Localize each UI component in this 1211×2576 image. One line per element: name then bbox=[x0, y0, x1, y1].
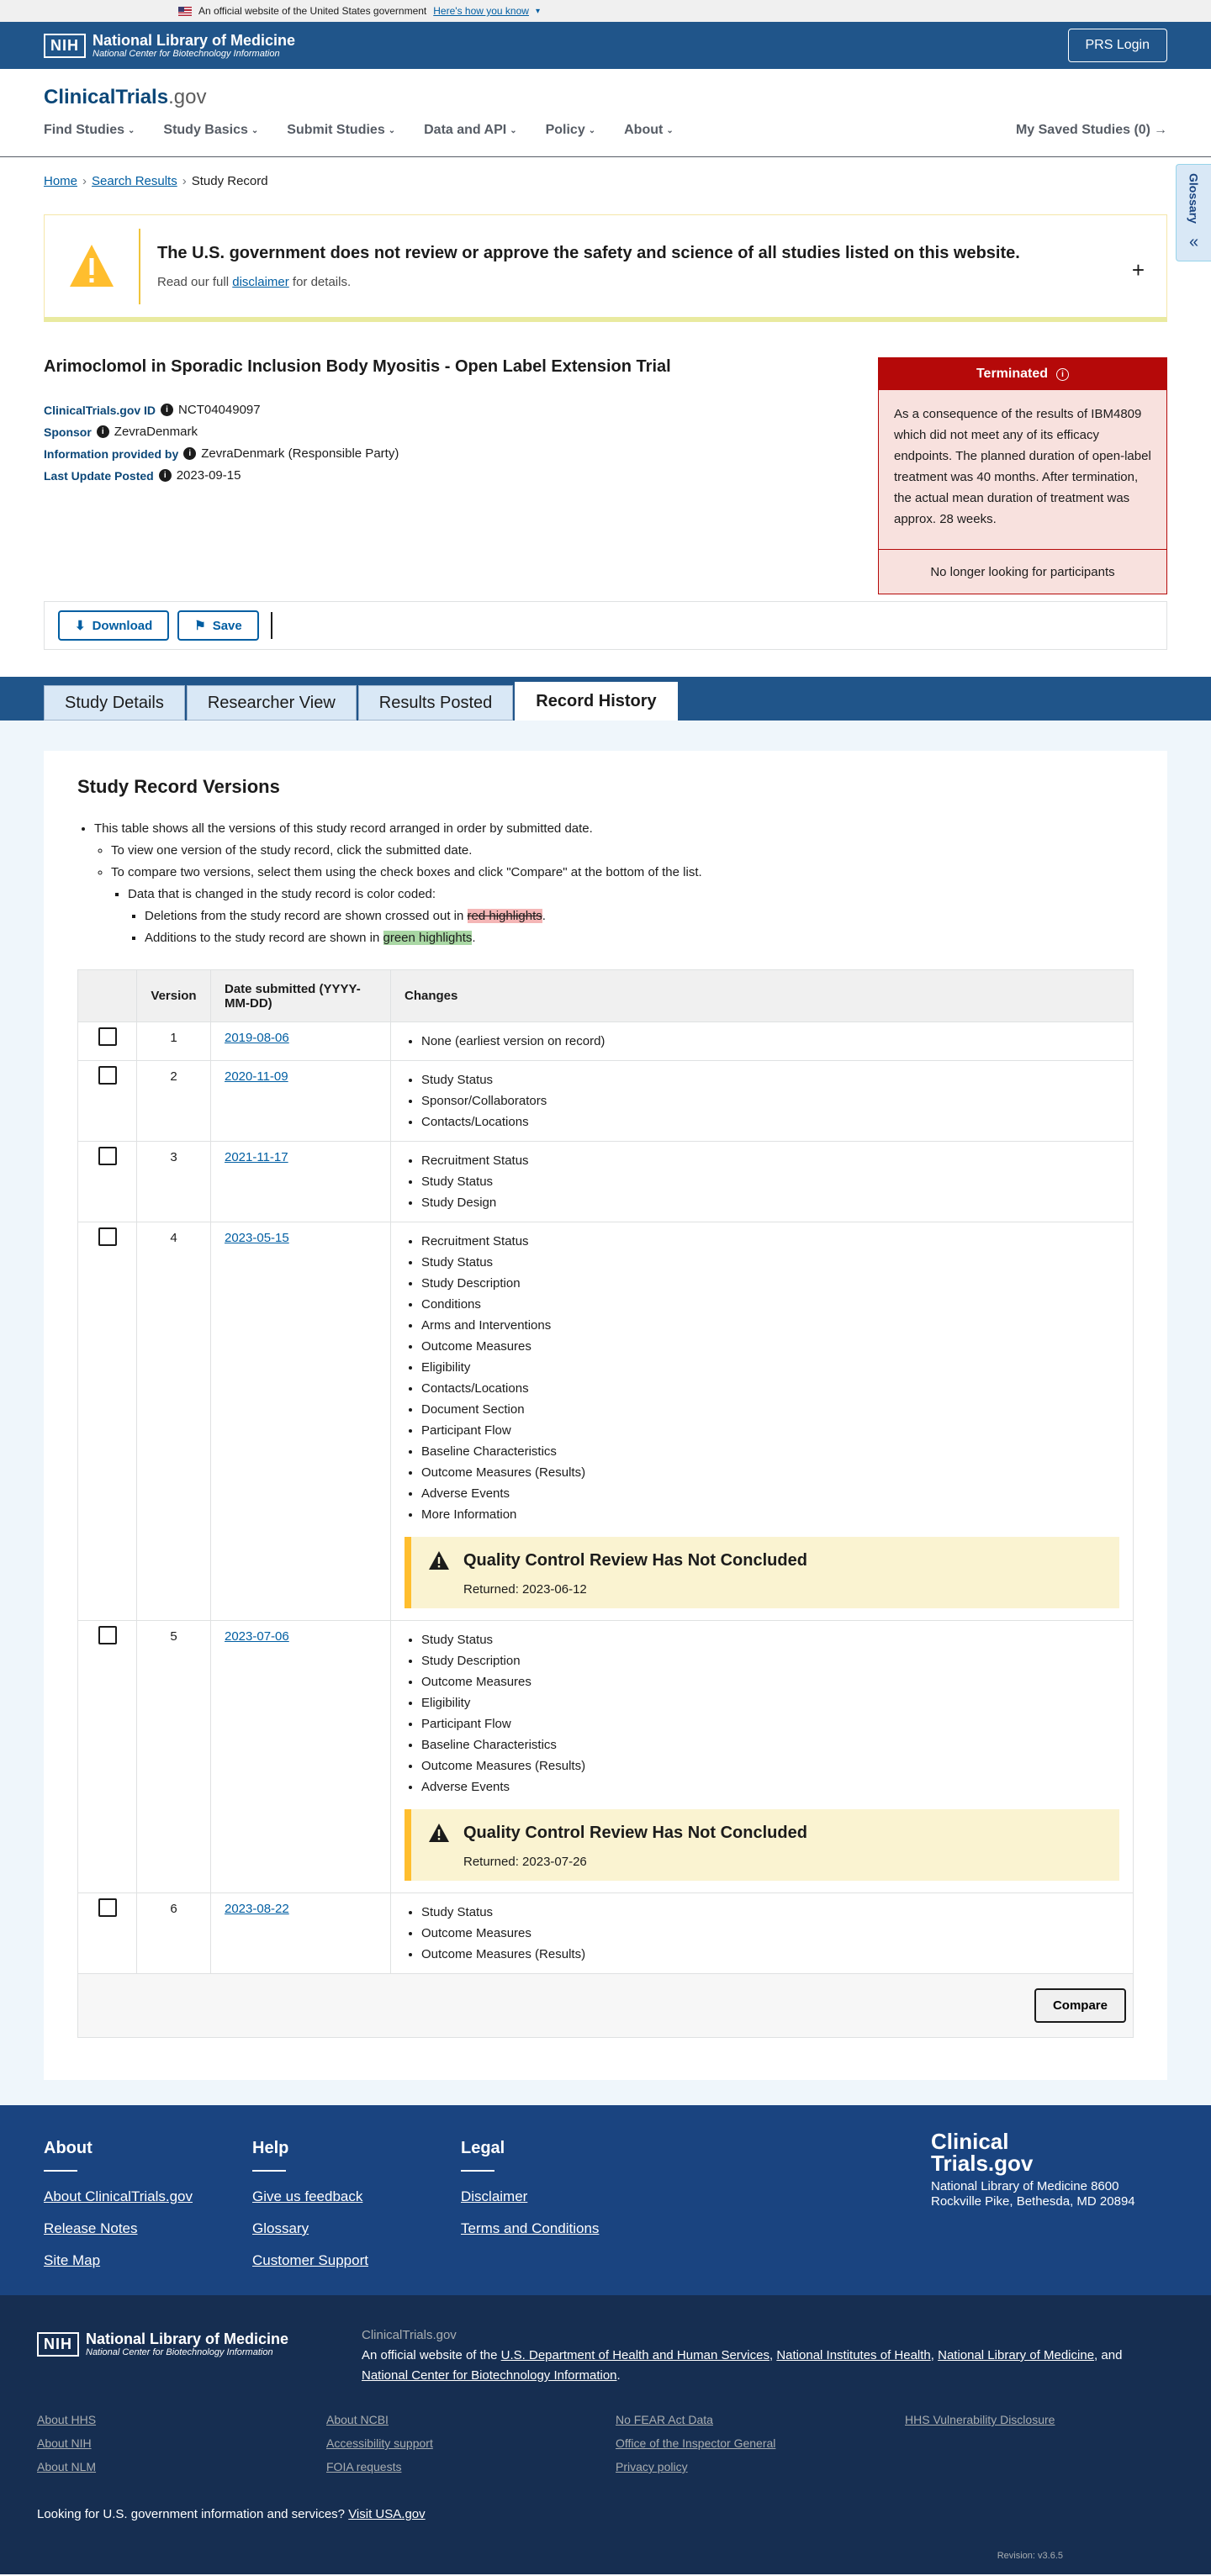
change-item: • Participant Flow bbox=[421, 1713, 1119, 1734]
nlm-logo[interactable] bbox=[44, 32, 295, 59]
col-date: Date submitted (YYYY-MM-DD) bbox=[211, 970, 391, 1022]
download-icon: ⬇ bbox=[75, 619, 86, 633]
chevron-right-icon: › bbox=[82, 173, 87, 188]
version-number: 3 bbox=[137, 1142, 211, 1222]
warning-icon bbox=[428, 1823, 450, 1843]
change-item: • Recruitment Status bbox=[421, 1231, 1119, 1252]
qc-title: Quality Control Review Has Not Concluded bbox=[463, 1823, 807, 1842]
versions-card bbox=[44, 751, 1167, 2080]
version-number: 2 bbox=[137, 1061, 211, 1142]
link-about-nlm[interactable]: About NLM bbox=[37, 2460, 97, 2473]
table-row bbox=[78, 1022, 1134, 1061]
change-item: • Arms and Interventions bbox=[421, 1315, 1119, 1336]
nih-bar bbox=[0, 22, 1211, 69]
info-icon[interactable]: i bbox=[1056, 368, 1069, 381]
footer-address: National Library of Medicine 8600 Rockville Pike, Bethesda, MD 20894 bbox=[931, 2179, 1135, 2209]
version-number: 1 bbox=[137, 1022, 211, 1061]
version-date-link[interactable]: 2021-11-17 bbox=[225, 1150, 288, 1164]
table-row bbox=[78, 1621, 1134, 1893]
breadcrumb-current: Study Record bbox=[191, 173, 268, 188]
nlm-link[interactable]: National Library of Medicine bbox=[938, 2348, 1095, 2362]
breadcrumb bbox=[0, 167, 1211, 194]
info-icon[interactable]: i bbox=[97, 425, 109, 438]
gov-banner-text: An official website of the United States government bbox=[198, 5, 427, 17]
chevron-down-icon: ⌄ bbox=[510, 125, 517, 135]
change-item: • Baseline Characteristics bbox=[421, 1734, 1119, 1755]
table-row bbox=[78, 1142, 1134, 1222]
arrow-right-icon: → bbox=[1154, 123, 1167, 137]
version-number: 6 bbox=[137, 1893, 211, 1974]
change-item: • Baseline Characteristics bbox=[421, 1441, 1119, 1462]
sponsor-value: ZevraDenmark bbox=[114, 425, 198, 439]
link-vulnerability[interactable]: HHS Vulnerability Disclosure bbox=[905, 2413, 1055, 2426]
clinicaltrials-logo[interactable]: ClinicalTrials.gov bbox=[44, 86, 207, 108]
change-item: • Study Description bbox=[421, 1650, 1119, 1671]
action-bar bbox=[44, 601, 1167, 650]
chevron-down-icon: ⌄ bbox=[666, 125, 674, 135]
prs-login-button[interactable]: PRS Login bbox=[1068, 29, 1168, 62]
disclaimer-title: The U.S. government does not review or approve the safety and science of all studies listed on this website. bbox=[157, 243, 1020, 262]
divider bbox=[271, 612, 272, 639]
expand-plus-icon[interactable]: + bbox=[1131, 257, 1145, 282]
col-changes: Changes bbox=[391, 970, 1134, 1022]
version-checkbox[interactable] bbox=[98, 1027, 117, 1046]
ncbi-link[interactable]: National Center for Biotechnology Information bbox=[362, 2368, 617, 2383]
tab-researcher-view[interactable]: Researcher View bbox=[187, 685, 357, 721]
version-checkbox[interactable] bbox=[98, 1227, 117, 1246]
info-icon[interactable]: i bbox=[159, 469, 172, 482]
footer-link-glossary[interactable]: Glossary bbox=[252, 2220, 309, 2236]
disclaimer-banner bbox=[44, 214, 1167, 322]
study-title: Arimoclomol in Sporadic Inclusion Body Myositis - Open Label Extension Trial bbox=[44, 357, 671, 376]
heres-how-you-know-link[interactable]: Here's how you know bbox=[433, 5, 529, 17]
disclaimer-text: Read our full disclaimer for details. bbox=[157, 274, 352, 289]
change-item: • Sponsor/Collaborators bbox=[421, 1090, 1119, 1111]
chevron-down-icon: ⌄ bbox=[251, 125, 259, 135]
qc-title: Quality Control Review Has Not Concluded bbox=[463, 1550, 807, 1570]
study-meta bbox=[44, 399, 399, 487]
table-row bbox=[78, 1061, 1134, 1142]
bottom-nlm-logo[interactable]: NIH National Library of Medicine National Center for Biotechnology Information bbox=[37, 2331, 288, 2357]
nlm-name: National Library of Medicine bbox=[93, 32, 296, 49]
site-header bbox=[0, 69, 1211, 157]
link-accessibility[interactable]: Accessibility support bbox=[326, 2436, 433, 2450]
footer-link-release-notes[interactable]: Release Notes bbox=[44, 2220, 138, 2236]
footer-link-site-map[interactable]: Site Map bbox=[44, 2252, 101, 2268]
glossary-tab[interactable] bbox=[1176, 164, 1211, 261]
usa-gov-link[interactable]: Visit USA.gov bbox=[348, 2507, 426, 2521]
info-icon[interactable]: i bbox=[183, 447, 196, 460]
change-item: • Outcome Measures bbox=[421, 1336, 1119, 1357]
versions-instructions: • This table shows all the versions of this study record arranged in order by submitted date. ◦ To view one version of the study record, click the submitted date. ◦ To compare two versions, select them using the check boxes and click "Compare" at the bottom of the list. ▪ Data that is changed in the study record is color coded: ▪ Deletions from the study record are shown crossed out in red highlights. ▪ Additions to the study record are shown in green highlights. bbox=[77, 818, 1134, 949]
disclaimer-link[interactable]: disclaimer bbox=[232, 274, 289, 289]
nav-about[interactable]: About ⌄ bbox=[624, 123, 674, 137]
change-item: • Study Status bbox=[421, 1629, 1119, 1650]
chevron-right-icon: › bbox=[182, 173, 187, 188]
qc-alert bbox=[405, 1537, 1119, 1608]
version-checkbox[interactable] bbox=[98, 1066, 117, 1085]
change-item: • Outcome Measures (Results) bbox=[421, 1462, 1119, 1483]
nih-link[interactable]: National Institutes of Health bbox=[776, 2348, 931, 2362]
revision: Revision: v3.6.5 bbox=[997, 2551, 1063, 2561]
change-item: • Outcome Measures (Results) bbox=[421, 1944, 1119, 1965]
footer-help: Help Give us feedback Glossary Customer Support bbox=[252, 2139, 437, 2284]
sponsor-label: Sponsor bbox=[44, 425, 92, 439]
double-chevron-left-icon: « bbox=[1188, 233, 1199, 251]
study-tabs bbox=[0, 677, 1211, 721]
red-highlight-sample: red highlights bbox=[467, 909, 542, 923]
tab-results-posted[interactable]: Results Posted bbox=[358, 685, 514, 721]
nav-find-studies[interactable]: Find Studies ⌄ bbox=[44, 123, 135, 137]
study-header bbox=[44, 357, 1167, 593]
breadcrumb-home[interactable]: Home bbox=[44, 173, 78, 188]
version-date-link[interactable]: 2020-11-09 bbox=[225, 1069, 288, 1084]
change-item: • Eligibility bbox=[421, 1692, 1119, 1713]
info-icon[interactable]: i bbox=[161, 404, 173, 416]
change-item: • Outcome Measures bbox=[421, 1923, 1119, 1944]
official-site-text: ClinicalTrials.gov An official website of the U.S. Department of Health and Human Services, National Institutes of Health, National Library of Medicine, and National Center for Biotechnology Information. bbox=[362, 2328, 1123, 2383]
green-highlight-sample: green highlights bbox=[383, 931, 473, 945]
link-inspector-general[interactable]: Office of the Inspector General bbox=[616, 2436, 776, 2450]
nih-logo-icon: NIH bbox=[37, 2332, 79, 2357]
footer-link-support[interactable]: Customer Support bbox=[252, 2252, 368, 2268]
change-item: • None (earliest version on record) bbox=[421, 1031, 1119, 1052]
hhs-link[interactable]: U.S. Department of Health and Human Services bbox=[500, 2348, 769, 2362]
change-item: • Eligibility bbox=[421, 1357, 1119, 1378]
compare-button[interactable]: Compare bbox=[1034, 1988, 1126, 2023]
qc-returned: Returned: 2023-06-12 bbox=[463, 1582, 587, 1597]
change-item: • Participant Flow bbox=[421, 1420, 1119, 1441]
nih-logo-icon: NIH bbox=[44, 34, 86, 58]
bookmark-icon: ⚑ bbox=[194, 619, 206, 633]
change-item: • More Information bbox=[421, 1504, 1119, 1525]
tab-record-history[interactable]: Record History bbox=[515, 682, 677, 721]
version-date-link[interactable]: 2023-05-15 bbox=[225, 1231, 289, 1245]
change-item: • Study Description bbox=[421, 1273, 1119, 1294]
table-row bbox=[78, 1893, 1134, 1974]
content-area bbox=[0, 721, 1211, 2105]
link-about-nih[interactable]: About NIH bbox=[37, 2436, 92, 2450]
change-item: • Study Status bbox=[421, 1902, 1119, 1923]
version-checkbox[interactable] bbox=[98, 1626, 117, 1644]
change-item: • Adverse Events bbox=[421, 1483, 1119, 1504]
chevron-down-icon: ⌄ bbox=[588, 125, 596, 135]
footer-link-disclaimer[interactable]: Disclaimer bbox=[461, 2188, 528, 2204]
us-flag-icon bbox=[178, 7, 192, 16]
version-number: 4 bbox=[137, 1222, 211, 1621]
chevron-down-icon: ⌄ bbox=[388, 125, 396, 135]
provided-by-label: Information provided by bbox=[44, 446, 179, 461]
change-item: • Conditions bbox=[421, 1294, 1119, 1315]
qc-returned: Returned: 2023-07-26 bbox=[463, 1855, 587, 1869]
link-about-ncbi[interactable]: About NCBI bbox=[326, 2413, 389, 2426]
ncbi-name: National Center for Biotechnology Information bbox=[93, 49, 280, 59]
id-label: ClinicalTrials.gov ID bbox=[44, 403, 156, 417]
status-badge: Terminated i bbox=[879, 358, 1166, 390]
change-item: • Study Design bbox=[421, 1192, 1119, 1213]
usa-gov-text: Looking for U.S. government information and services? Visit USA.gov bbox=[37, 2507, 426, 2521]
warning-icon bbox=[428, 1550, 450, 1570]
versions-heading: Study Record Versions bbox=[77, 776, 280, 797]
change-item: • Study Status bbox=[421, 1171, 1119, 1192]
nav-data-and-api[interactable]: Data and API ⌄ bbox=[424, 123, 517, 137]
change-item: • Contacts/Locations bbox=[421, 1111, 1119, 1132]
breadcrumb-search-results[interactable]: Search Results bbox=[92, 173, 177, 188]
bottom-footer bbox=[0, 2295, 1211, 2574]
versions-table bbox=[77, 969, 1134, 2038]
save-button[interactable]: ⚑ Save bbox=[177, 610, 259, 641]
version-date-link[interactable]: 2023-07-06 bbox=[225, 1629, 289, 1644]
glossary-label: Glossary bbox=[1187, 173, 1201, 224]
version-checkbox[interactable] bbox=[98, 1898, 117, 1917]
recruitment-status: No longer looking for participants bbox=[930, 564, 1115, 579]
termination-reason: As a consequence of the results of IBM4809 which did not meet any of its efficacy endpoints. The planned duration of open-label treatment was 40 months. After termination, the actual mean duration of treatment was approx. 28 weeks. bbox=[879, 390, 1166, 550]
change-item: • Contacts/Locations bbox=[421, 1378, 1119, 1399]
change-item: • Outcome Measures bbox=[421, 1671, 1119, 1692]
version-number: 5 bbox=[137, 1621, 211, 1893]
version-checkbox[interactable] bbox=[98, 1147, 117, 1165]
last-update-label: Last Update Posted bbox=[44, 468, 154, 483]
nav-submit-studies[interactable]: Submit Studies ⌄ bbox=[287, 123, 396, 137]
change-item: • Outcome Measures (Results) bbox=[421, 1755, 1119, 1776]
change-item: • Document Section bbox=[421, 1399, 1119, 1420]
change-item: • Study Status bbox=[421, 1252, 1119, 1273]
change-item: • Adverse Events bbox=[421, 1776, 1119, 1797]
version-date-link[interactable]: 2019-08-06 bbox=[225, 1031, 289, 1045]
provided-by-value: ZevraDenmark (Responsible Party) bbox=[201, 446, 399, 461]
nav-study-basics[interactable]: Study Basics ⌄ bbox=[163, 123, 259, 137]
download-button[interactable]: ⬇ Download bbox=[58, 610, 169, 641]
link-privacy[interactable]: Privacy policy bbox=[616, 2460, 688, 2473]
footer-link-feedback[interactable]: Give us feedback bbox=[252, 2188, 363, 2204]
status-card bbox=[878, 357, 1167, 594]
nav-policy[interactable]: Policy ⌄ bbox=[545, 123, 596, 137]
footer bbox=[0, 2105, 1211, 2295]
link-about-hhs[interactable]: About HHS bbox=[37, 2413, 97, 2426]
footer-link-terms[interactable]: Terms and Conditions bbox=[461, 2220, 600, 2236]
footer-about: About About ClinicalTrials.gov Release Notes Site Map bbox=[44, 2139, 229, 2284]
qc-alert bbox=[405, 1809, 1119, 1881]
chevron-down-icon: ▾ bbox=[535, 6, 540, 16]
version-date-link[interactable]: 2023-08-22 bbox=[225, 1902, 289, 1916]
footer-link-about-ct[interactable]: About ClinicalTrials.gov bbox=[44, 2188, 193, 2204]
tab-study-details[interactable]: Study Details bbox=[44, 685, 185, 721]
my-saved-studies-link[interactable]: My Saved Studies (0) → bbox=[1015, 123, 1167, 137]
bottom-links bbox=[37, 2413, 1157, 2473]
last-update-value: 2023-09-15 bbox=[176, 468, 241, 483]
id-value: NCT04049097 bbox=[178, 403, 261, 417]
gov-banner bbox=[0, 0, 1211, 22]
link-no-fear[interactable]: No FEAR Act Data bbox=[616, 2413, 713, 2426]
col-version: Version bbox=[137, 970, 211, 1022]
change-item: • Study Status bbox=[421, 1069, 1119, 1090]
main-nav bbox=[44, 123, 1167, 138]
warning-icon bbox=[68, 243, 115, 290]
chevron-down-icon: ⌄ bbox=[128, 125, 135, 135]
divider bbox=[139, 229, 140, 304]
link-foia[interactable]: FOIA requests bbox=[326, 2460, 402, 2473]
table-row bbox=[78, 1222, 1134, 1621]
footer-legal: Legal Disclaimer Terms and Conditions bbox=[461, 2139, 646, 2252]
footer-ct-logo[interactable]: Clinical Trials.gov bbox=[931, 2129, 1034, 2176]
change-item: • Recruitment Status bbox=[421, 1150, 1119, 1171]
